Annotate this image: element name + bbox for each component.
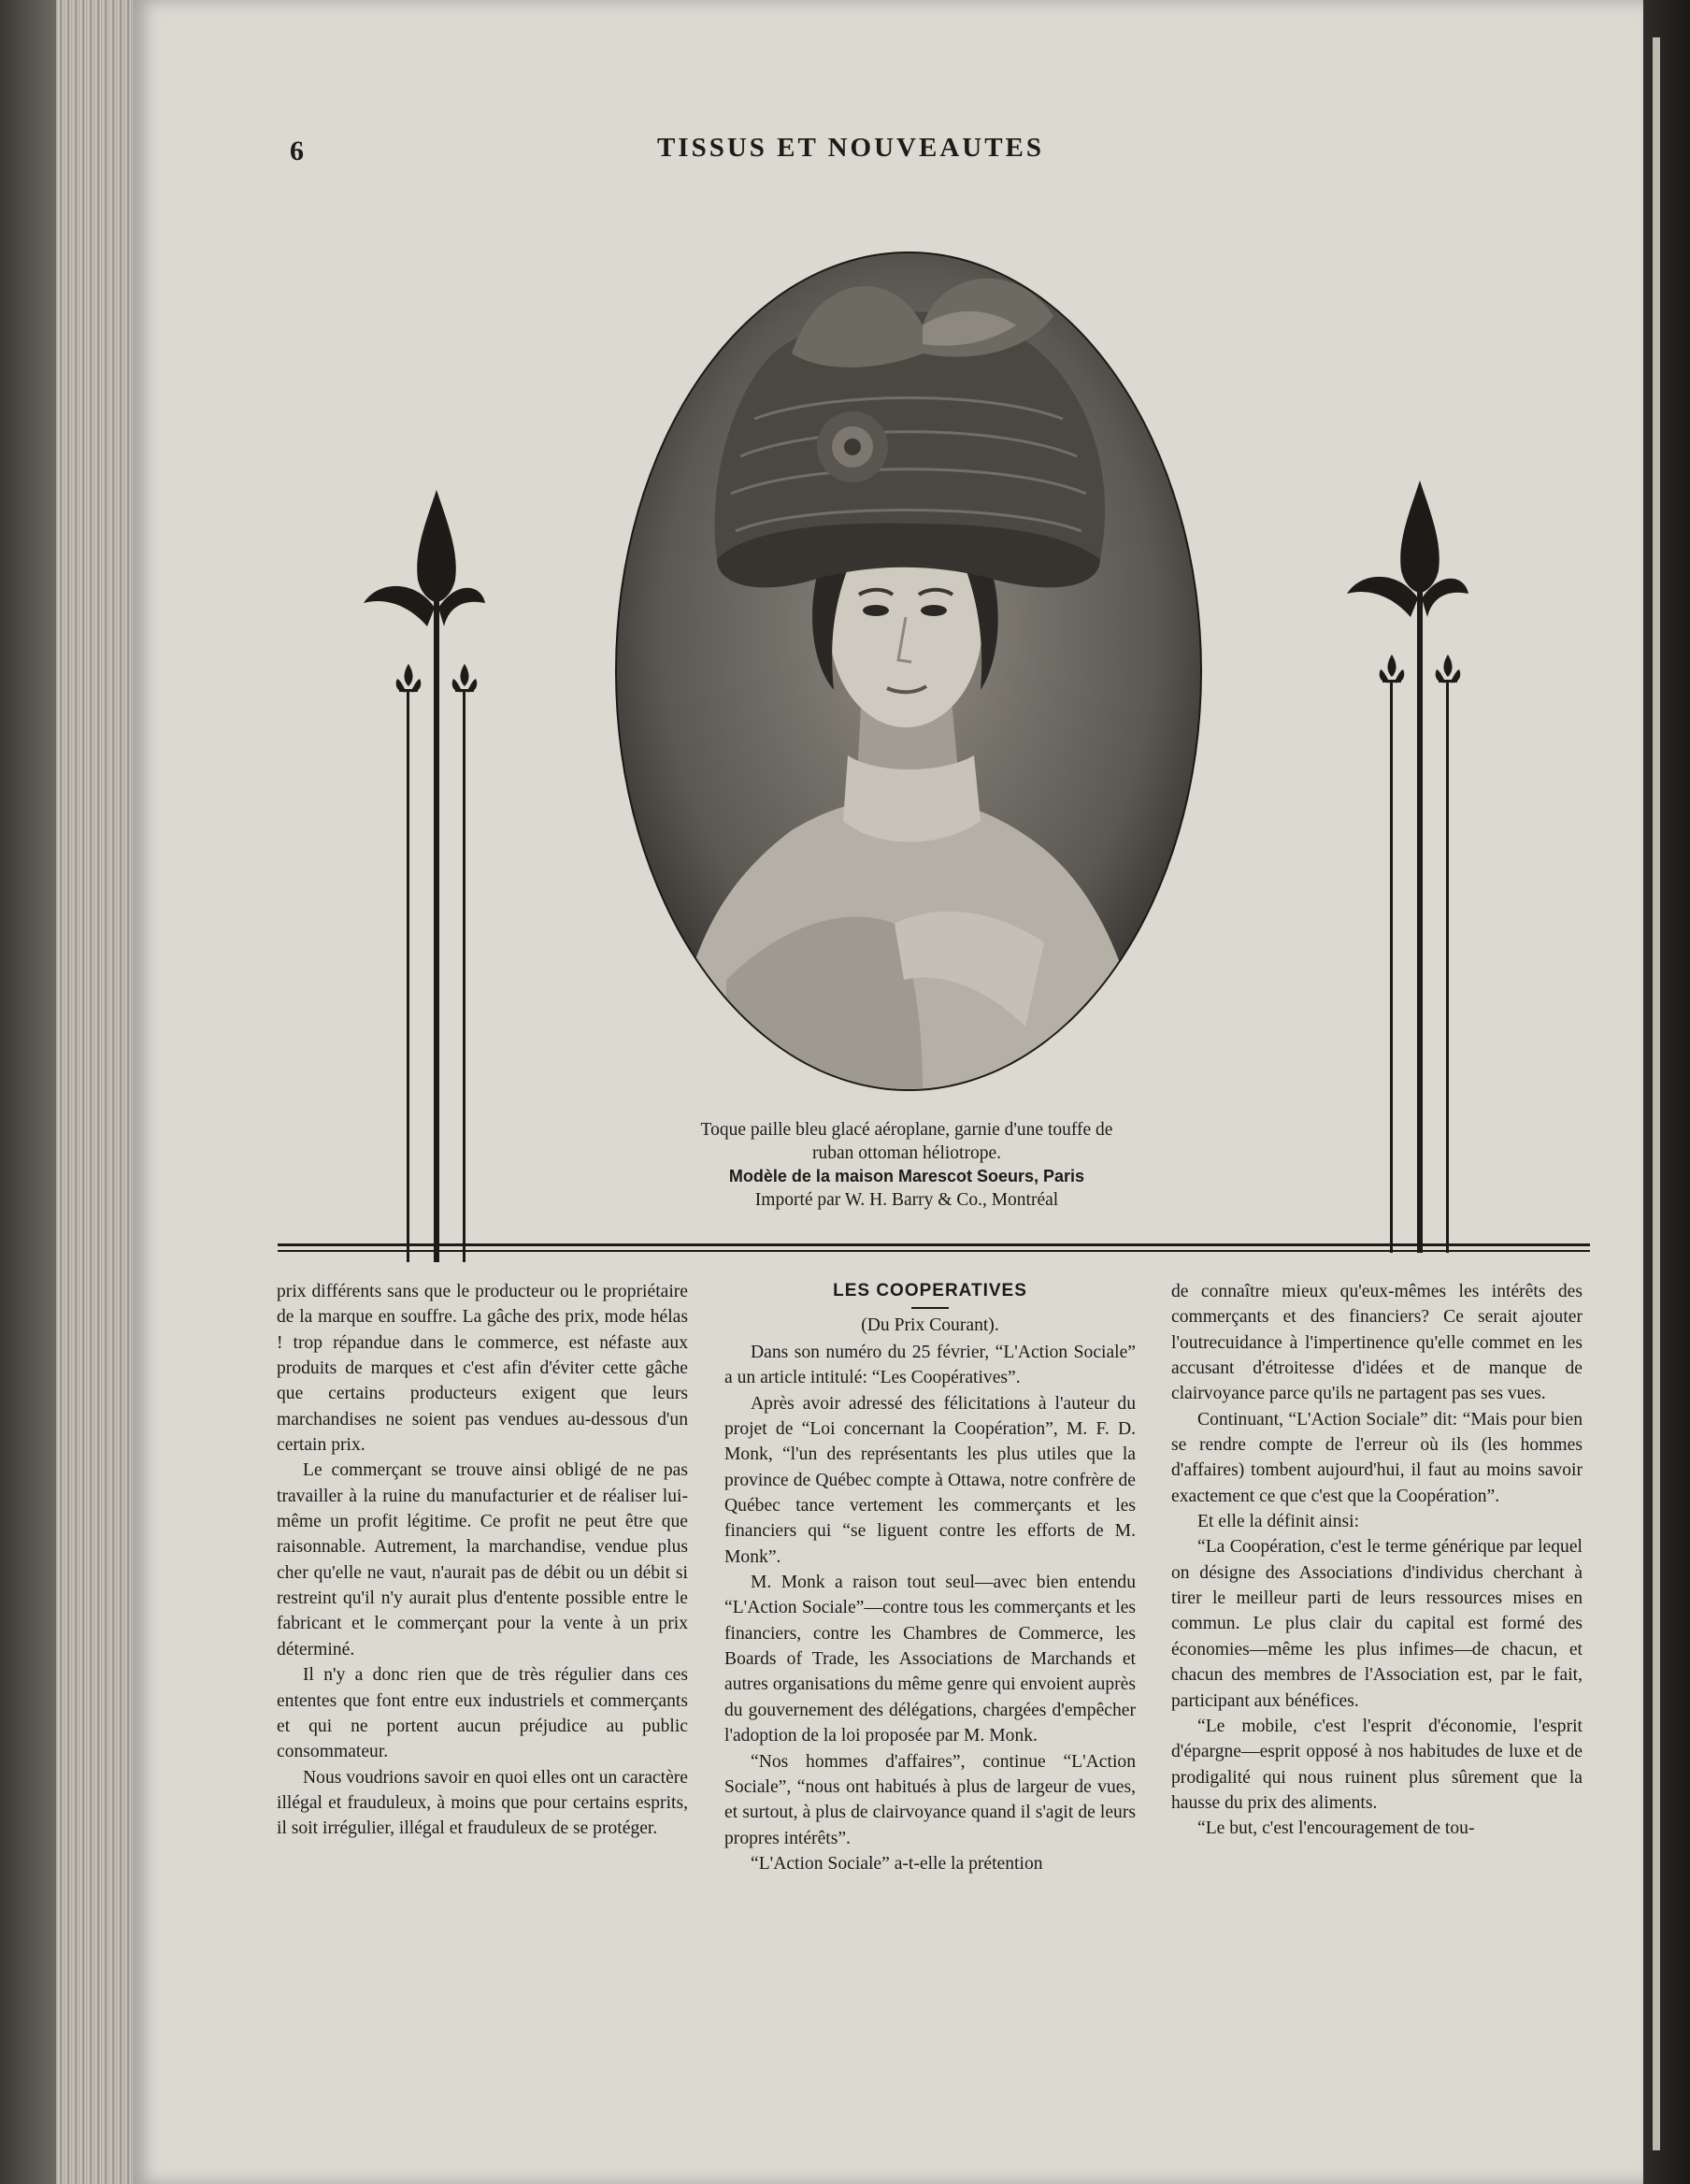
caption-maker: Modèle de la maison Marescot Soeurs, Paris (728, 1167, 1085, 1185)
text-column-3 (1171, 1279, 1583, 1842)
text-column-2 (724, 1279, 1136, 1876)
figure-caption (598, 1118, 1215, 1212)
paragraph: Dans son numéro du 25 février, “L'Action Sociale” a un article intitulé: “Les Coopératives”. (724, 1343, 1136, 1388)
paragraph: prix différents sans que le producteur ou le propriétaire de la marque en souffre. La gâche des prix, mode hélas ! trop répandue dans le commerce, est néfaste aux produits de marques et c'est afin d'éviter cette gâche que certains producteurs exigent que leurs marchandises ne soient pas vendues au-dessous d'un certain prix. (277, 1282, 688, 1456)
book-spine-shadow (0, 0, 56, 2184)
caption-importer: Importé par W. H. Barry & Co., Montréal (754, 1190, 1059, 1210)
text-column-1 (277, 1279, 688, 1842)
page-stack-edge (56, 0, 140, 2184)
running-head: TISSUS ET NOUVEAUTES (656, 133, 1045, 163)
caption-line: Toque paille bleu glacé aéroplane, garnie d'une touffe de (700, 1120, 1113, 1140)
paragraph: Il n'y a donc rien que de très régulier dans ces ententes que font entre eux industriels et commerçants et qui ne portent aucun préjudice au public consommateur. (277, 1665, 688, 1762)
paragraph: M. Monk a raison tout seul—avec bien entendu “L'Action Sociale”—contre tous les commerçants et les financiers, contre les Chambres de Commerce, les Boards of Trade, les Associations de Marchands et autres organisations du même genre qui envoient auprès du gouvernement des délégations, chargées d'empêcher l'adoption de la loi proposée par M. Monk. (724, 1573, 1136, 1746)
paragraph: Le commerçant se trouve ainsi obligé de ne pas travailler à la ruine du manufacturier et de réaliser lui-même un profit légitime. Ce profit ne peut être que raisonnable. Autrement, la marchandise, vendue plus cher qu'elle ne vaut, n'aurait pas de débit ou un débit si restreint qu'il n'y aurait plus d'entente possible entre le fabricant et le commerçant pour la vente à un prix déterminé. (277, 1460, 688, 1660)
title-rule (911, 1307, 949, 1309)
fleur-de-lis-ornament-right-icon (1343, 477, 1469, 1253)
paragraph: “L'Action Sociale” a-t-elle la prétention (751, 1853, 1043, 1874)
paragraph: de connaître mieux qu'eux-mêmes les intérêts des commerçants et des financiers? Ce serait ajouter l'outrecuidance à l'impertinence qu'elle commet en les accusant d'étroitesse d'idées et de manque de clairvoyance parce qu'ils ne partagent pas ses vues. (1171, 1282, 1583, 1404)
oval-portrait-icon (614, 251, 1203, 1092)
paragraph: Et elle la définit ainsi: (1197, 1512, 1360, 1532)
facing-page-edge (1643, 0, 1690, 2184)
paragraph: “Le mobile, c'est l'esprit d'économie, l'esprit d'épargne—esprit opposé à nos habitudes de luxe et de prodigalité qui nous ruinent plus sûrement que la hausse du prix des aliments. (1171, 1716, 1583, 1813)
paragraph: Après avoir adressé des félicitations à l'auteur du projet de “Loi concernant la Coopération”, M. F. D. Monk, “l'un des représentants les plus utiles que la province de Québec compte à Ottawa, notre confrère de Québec tance vertement les commerçants et les financiers qui “se liguent contre les efforts de M. Monk”. (724, 1393, 1136, 1567)
caption-line: ruban ottoman héliotrope. (812, 1143, 1001, 1163)
paragraph: “Le but, c'est l'encouragement de tou- (1197, 1818, 1475, 1839)
paragraph: “La Coopération, c'est le terme générique par lequel on désigne des Associations d'individus cherchant à tirer le meilleur parti de leurs ressources mises en commun. Le plus clair du capital est formé des économies—même les plus infimes—de chacun, et chacun des membres de l'Association est, par le fait, participant aux bénéfices. (1171, 1537, 1583, 1711)
paragraph: Continuant, “L'Action Sociale” dit: “Mais pour bien se rendre compte de l'erreur où ils (les hommes d'affaires) tombent aujourd'hui, il faut au moins savoir exactement ce que c'est que la Coopération”. (1171, 1409, 1583, 1506)
paragraph: “Nos hommes d'affaires”, continue “L'Action Sociale”, “nous ont habitués à plus de largeur de vues, et surtout, à plus de clairvoyance quand il s'agit de leurs propres intérêts”. (724, 1751, 1136, 1848)
paragraph: Nous voudrions savoir en quoi elles ont un caractère illégal et frauduleux, à moins que pour certains esprits, il soit irrégulier, illégal et frauduleux de se protéger. (277, 1767, 688, 1839)
section-rule (278, 1243, 1590, 1246)
article-source: (Du Prix Courant). (861, 1315, 999, 1335)
page-number: 6 (290, 136, 305, 166)
section-rule (278, 1250, 1590, 1252)
fleur-de-lis-ornament-left-icon (360, 486, 486, 1262)
article-title: LES COOPERATIVES (833, 1281, 1027, 1300)
